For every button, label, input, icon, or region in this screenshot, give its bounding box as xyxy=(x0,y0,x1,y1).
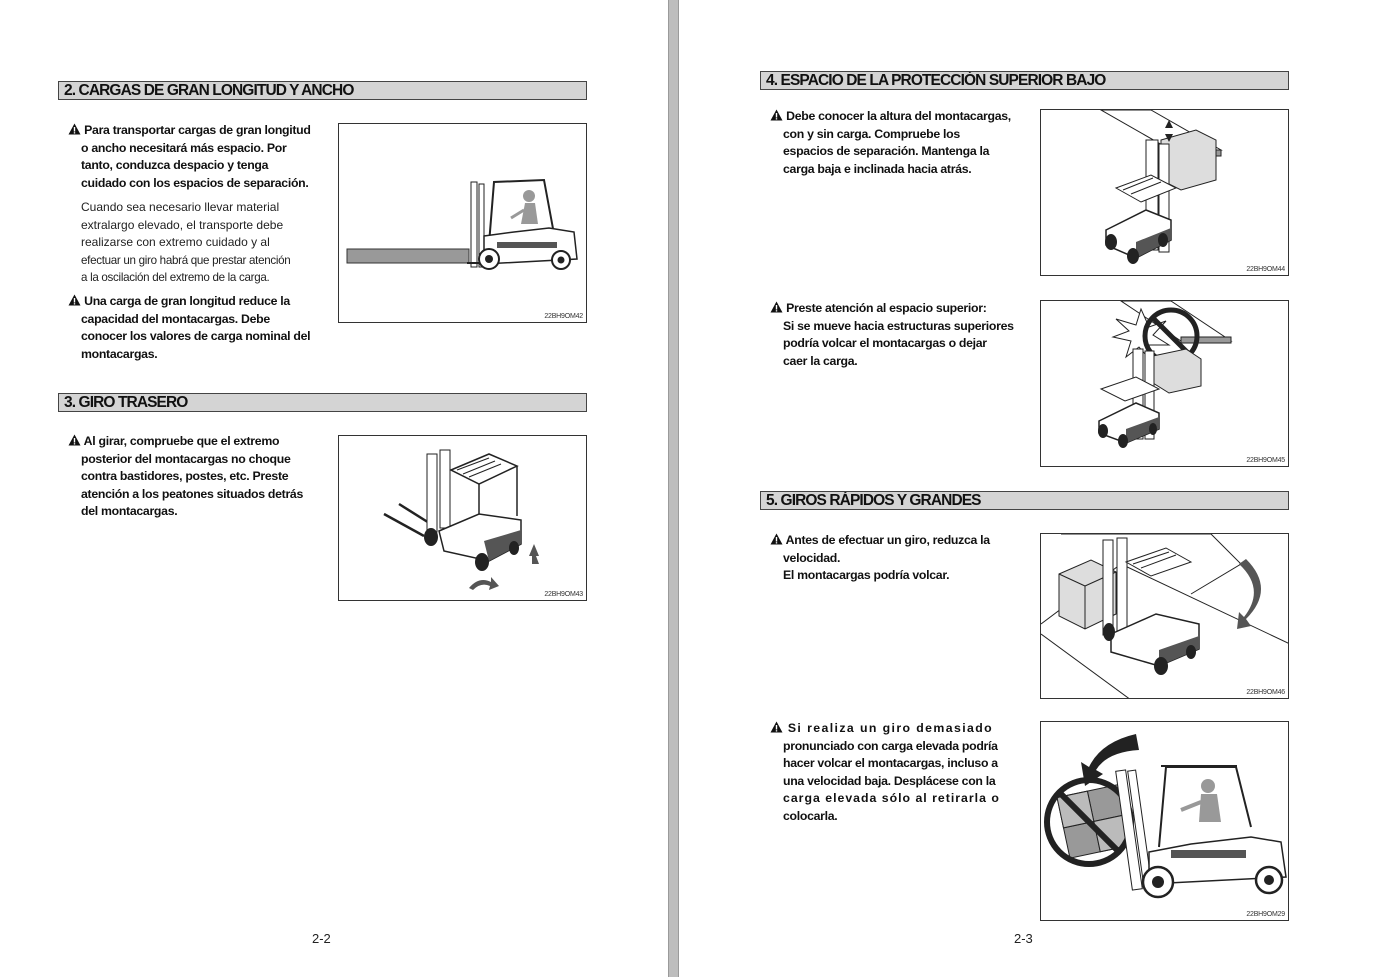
forklift-illustration xyxy=(339,124,587,323)
text-line: montacargas. xyxy=(81,346,158,361)
page-number: 2-3 xyxy=(1014,931,1033,946)
figure-code: 22BH9OM42 xyxy=(544,313,583,320)
rear-swing-figure xyxy=(338,435,587,601)
forklift-illustration xyxy=(1041,110,1289,276)
text-line: Para transportar cargas de gran longitud xyxy=(84,123,311,137)
figure-code: 22BH9OM45 xyxy=(1246,457,1285,464)
figure-code: 22BH9OM43 xyxy=(544,591,583,598)
text-line: cuidado con los espacios de separación. xyxy=(81,175,309,190)
text-line: tanto, conduzca despacio y tenga xyxy=(81,158,269,173)
text-line: velocidad. xyxy=(783,550,841,565)
text-line: Si se mueve hacia estructuras superiores xyxy=(783,318,1014,333)
text-line: Antes de efectuar un giro, reduzca la xyxy=(785,533,990,547)
text-line: Una carga de gran longitud reduce la xyxy=(84,294,290,308)
text-line: a la oscilación del extremo de la carga. xyxy=(81,271,270,285)
warning-paragraph xyxy=(770,108,1011,178)
raised-load-turn-figure xyxy=(1040,721,1289,921)
text-line: El montacargas podría volcar. xyxy=(783,568,950,583)
warning-triangle-icon xyxy=(770,533,783,545)
forklift-illustration xyxy=(1041,534,1289,699)
section-title: 5. GIROS RÁPIDOS Y GRANDES xyxy=(760,491,1289,510)
text-line: realizarse con extremo cuidado y al xyxy=(81,235,270,250)
text-line: una velocidad baja. Desplácese con la xyxy=(783,773,996,788)
section-title: 2. CARGAS DE GRAN LONGITUD Y ANCHO xyxy=(58,81,587,100)
warning-triangle-icon xyxy=(770,301,783,313)
figure-code: 22BH9OM46 xyxy=(1246,689,1285,696)
text-line: capacidad del montacargas. Debe xyxy=(81,311,270,326)
text-line: del montacargas. xyxy=(81,504,178,519)
overhead-clearance-figure xyxy=(1040,109,1289,276)
warning-paragraph xyxy=(68,293,310,363)
text-line: Debe conocer la altura del montacargas, xyxy=(786,109,1011,123)
figure-code: 22BH9OM44 xyxy=(1246,266,1285,273)
warning-triangle-icon xyxy=(68,123,81,135)
figure-code: 22BH9OM29 xyxy=(1246,911,1285,918)
page-number: 2-2 xyxy=(312,931,331,946)
text-line: Preste atención al espacio superior: xyxy=(786,301,987,315)
warning-triangle-icon xyxy=(68,434,81,446)
warning-paragraph xyxy=(770,300,1014,370)
warning-triangle-icon xyxy=(770,721,783,733)
text-line: Si realiza un giro demasiado xyxy=(787,721,994,735)
text-line: posterior del montacargas no choque xyxy=(81,451,291,466)
text-line: con y sin carga. Compruebe los xyxy=(783,126,960,141)
text-line: colocarla. xyxy=(783,808,838,823)
forklift-illustration xyxy=(1041,722,1289,921)
forklift-long-load-figure xyxy=(338,123,587,323)
page-gutter xyxy=(668,0,679,977)
text-line: efectuar un giro habrá que prestar atención xyxy=(81,253,291,267)
warning-paragraph xyxy=(770,720,1000,826)
text-line: Cuando sea necesario llevar material xyxy=(81,200,280,214)
forklift-illustration xyxy=(1041,301,1289,467)
forklift-illustration xyxy=(339,436,587,601)
text-line: espacios de separación. Mantenga la xyxy=(783,144,990,159)
text-line: extralargo elevado, el transporte debe xyxy=(81,217,284,232)
left-page xyxy=(0,0,668,977)
warning-paragraph xyxy=(68,122,311,192)
note-paragraph xyxy=(81,199,290,287)
warning-paragraph xyxy=(68,433,303,521)
text-line: atención a los peatones situados detrás xyxy=(81,486,304,501)
text-line: o ancho necesitará más espacio. Por xyxy=(81,140,287,155)
text-line: contra bastidores, postes, etc. Preste xyxy=(81,469,289,484)
text-line: Al girar, compruebe que el extremo xyxy=(83,434,280,448)
text-line: carga elevada sólo al retirarla o xyxy=(783,791,1000,806)
section-title: 4. ESPACIO DE LA PROTECCIÓN SUPERIOR BAJO xyxy=(760,71,1289,90)
right-page xyxy=(679,0,1389,977)
text-line: pronunciado con carga elevada podría xyxy=(783,738,998,753)
section-title: 3. GIRO TRASERO xyxy=(58,393,587,412)
warning-paragraph xyxy=(770,532,990,585)
text-line: podría volcar el montacargas o dejar xyxy=(783,336,987,351)
text-line: carga baja e inclinada hacia atrás. xyxy=(783,161,972,176)
text-line: hacer volcar el montacargas, incluso a xyxy=(783,756,998,771)
warning-triangle-icon xyxy=(68,294,81,306)
warning-triangle-icon xyxy=(770,109,783,121)
sharp-turn-figure xyxy=(1040,533,1289,699)
text-line: conocer los valores de carga nominal del xyxy=(81,329,311,344)
text-line: caer la carga. xyxy=(783,353,858,368)
overhead-collision-figure xyxy=(1040,300,1289,467)
